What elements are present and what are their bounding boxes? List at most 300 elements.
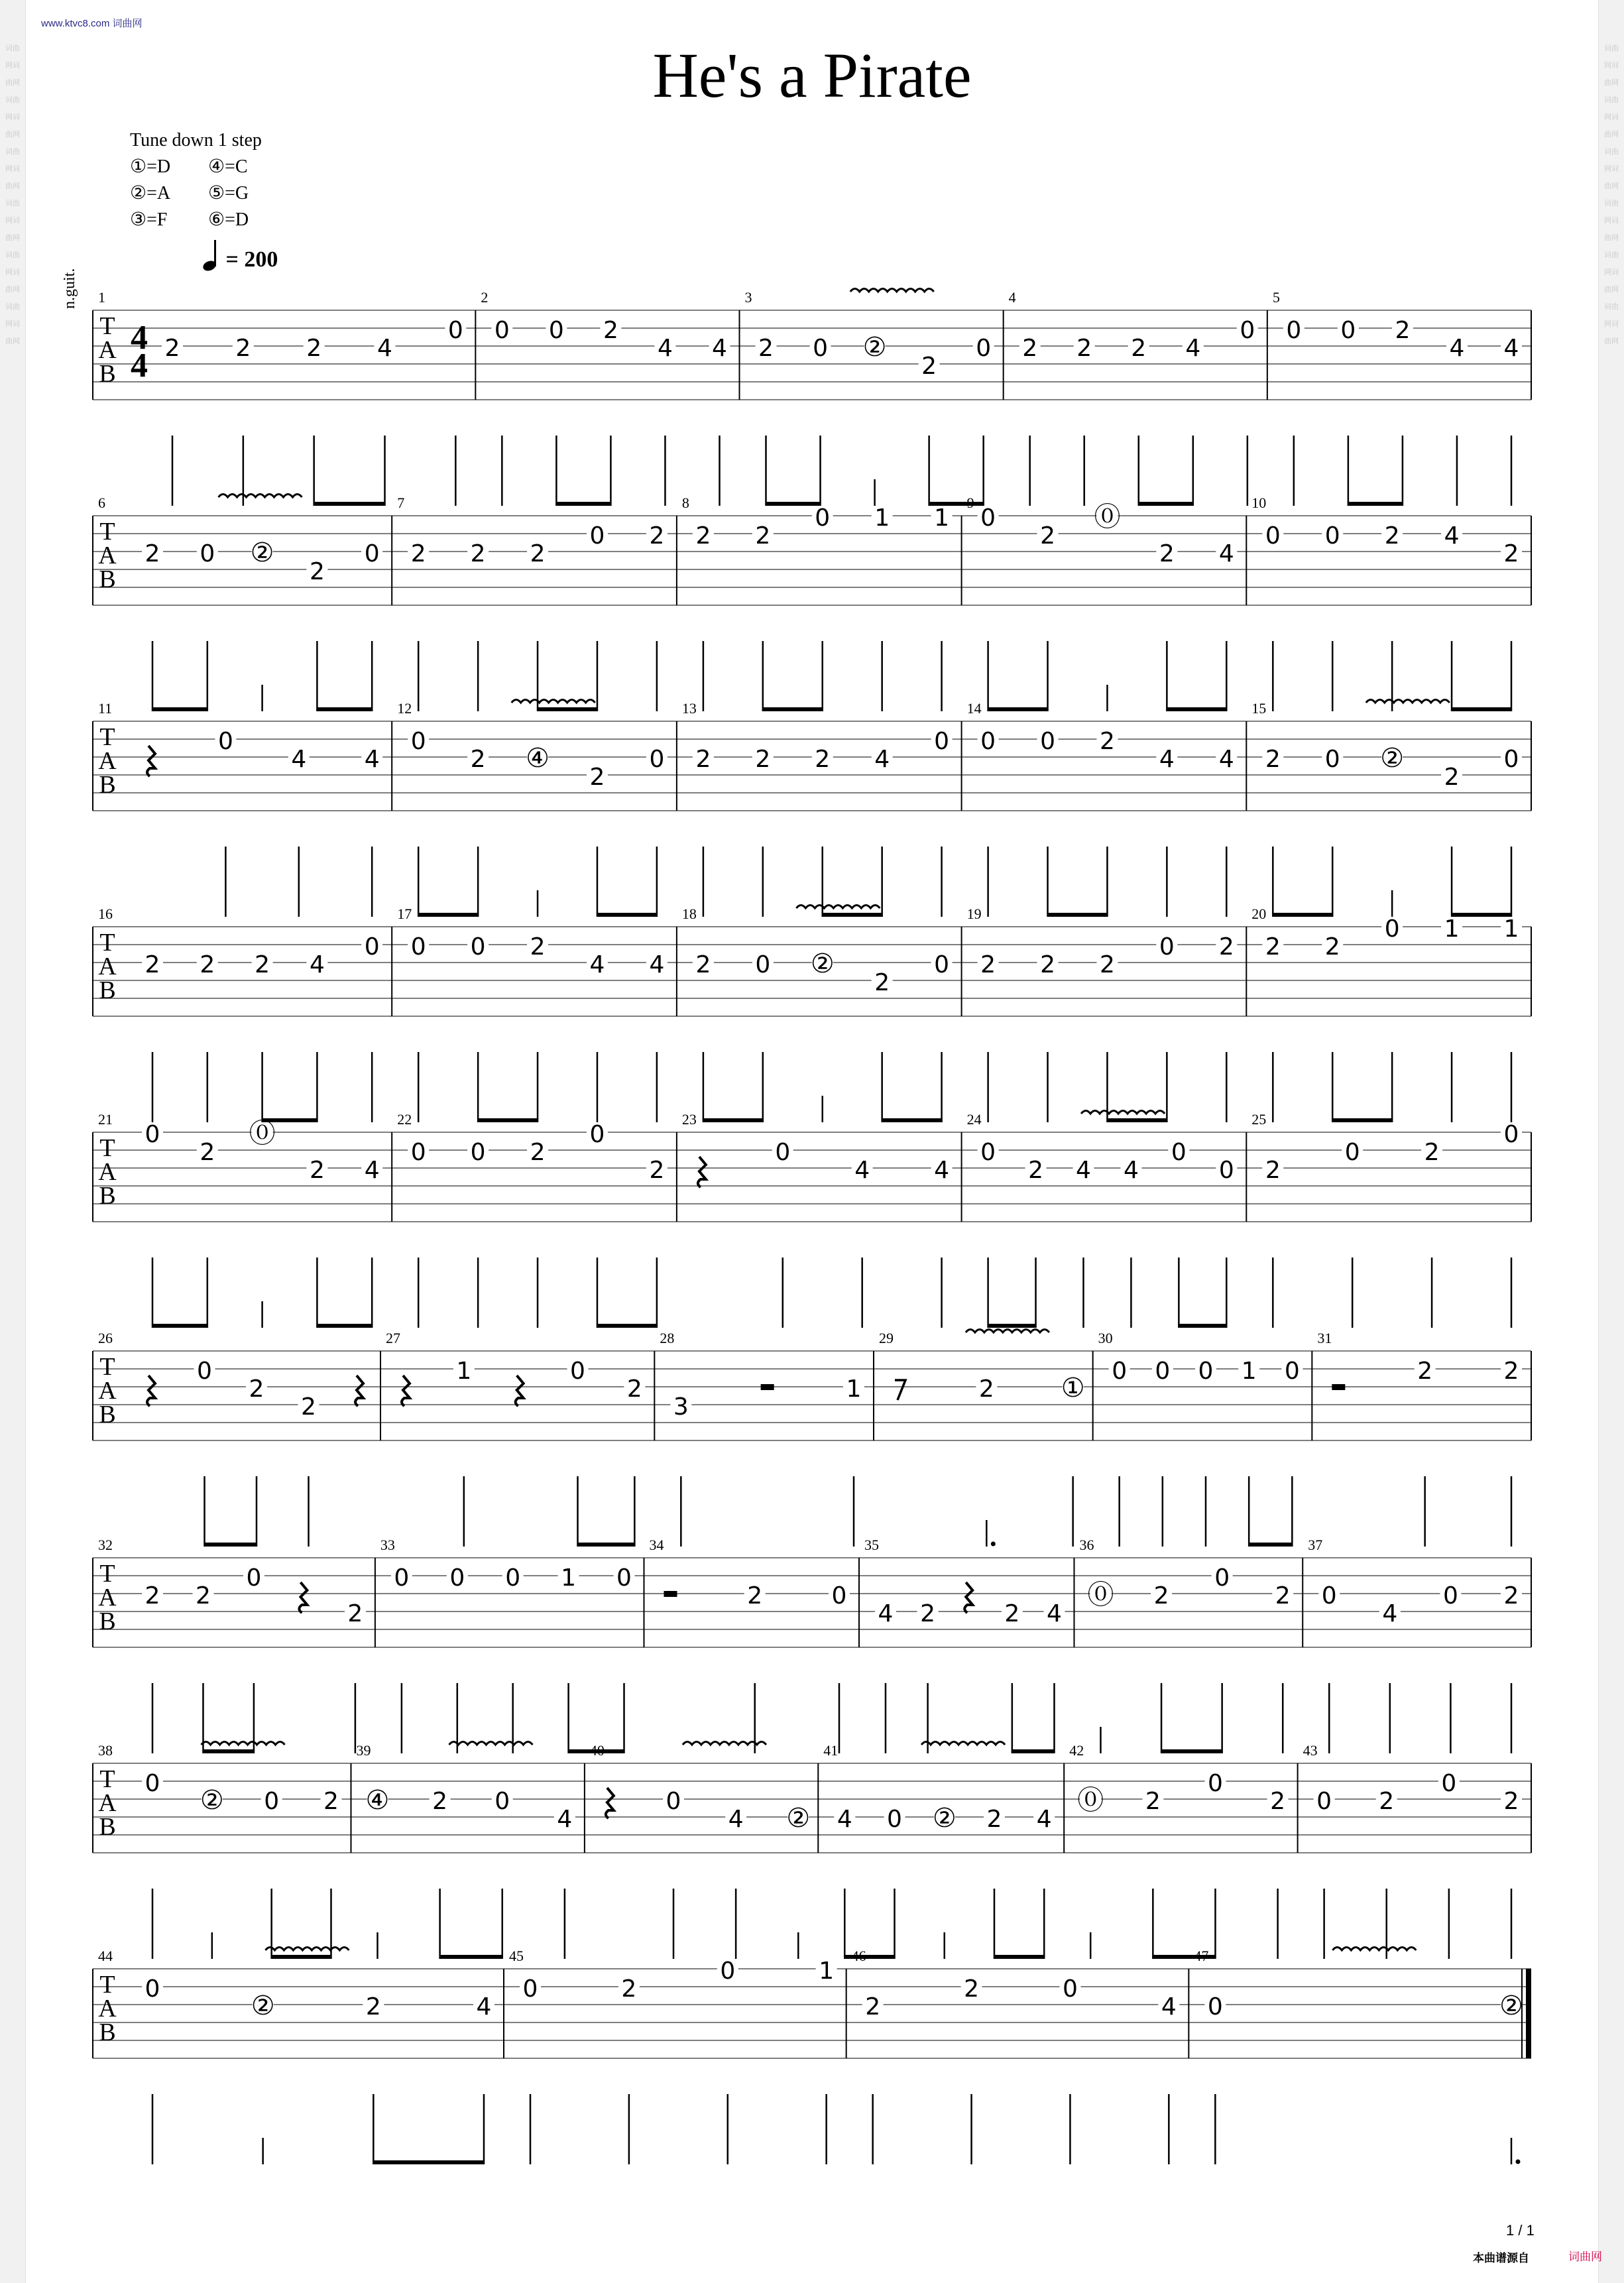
measure-number: 36 — [1079, 1537, 1094, 1553]
tab-clef: T — [99, 1971, 115, 1999]
harmonic-fret-number: ② — [1499, 1991, 1523, 2021]
quarter-rest-icon — [147, 1376, 155, 1406]
tab-clef: T — [99, 1353, 115, 1381]
half-rest-icon — [1332, 1384, 1345, 1390]
fret-number: 0 — [1324, 746, 1340, 773]
tab-clef: B — [99, 1182, 116, 1210]
fret-number: 0 — [548, 317, 564, 344]
vibrato-mark — [265, 1948, 349, 1951]
fret-number: 0 — [1284, 1358, 1300, 1385]
harmonic-fret-number: ⓪ — [1077, 1785, 1104, 1816]
measure-number: 16 — [98, 906, 113, 922]
tab-system — [93, 1742, 1531, 1960]
fret-number: 0 — [447, 317, 463, 344]
fret-number: 0 — [217, 728, 233, 755]
measure-number: 21 — [98, 1111, 113, 1128]
fret-number: 2 — [309, 558, 325, 585]
fret-number: 2 — [755, 746, 771, 773]
beam — [1166, 707, 1227, 711]
fret-number: 2 — [1040, 951, 1055, 978]
tab-clef: A — [98, 542, 117, 569]
fret-number: 2 — [145, 1582, 160, 1610]
fret-number: 0 — [494, 1788, 510, 1815]
fret-number: 1 — [819, 1958, 835, 1985]
measure-number: 25 — [1251, 1111, 1267, 1128]
fret-number: 2 — [1417, 1358, 1433, 1385]
fret-number: 0 — [1441, 1770, 1457, 1797]
quarter-rest-icon — [516, 1376, 524, 1406]
fret-number: 0 — [1384, 915, 1400, 943]
fret-number: 4 — [1123, 1157, 1139, 1184]
fret-number: 2 — [145, 951, 160, 978]
fret-number: 2 — [301, 1393, 316, 1421]
fret-number: 0 — [364, 933, 380, 961]
fret-number: 0 — [1442, 1582, 1458, 1610]
tab-clef: B — [99, 1401, 116, 1429]
measure — [1194, 1948, 1531, 2165]
harmonic-fret-number: ⓪ — [1094, 502, 1121, 532]
fret-number: 2 — [1040, 522, 1055, 550]
fret-number: 0 — [1503, 1121, 1519, 1148]
fret-number: 0 — [200, 540, 215, 567]
fret-number: 4 — [377, 335, 392, 362]
measure-number: 33 — [380, 1537, 395, 1553]
song-title: He's a Pirate — [652, 40, 972, 111]
fret-number: 4 — [1449, 335, 1465, 362]
beam — [1106, 1118, 1167, 1122]
tab-clef: A — [98, 1995, 117, 2022]
measure — [852, 1948, 1189, 2164]
tuning-string-5: ⑤=G — [208, 183, 249, 204]
fret-number: 4 — [712, 335, 727, 362]
fret-number: 0 — [410, 1139, 426, 1166]
fret-number: 2 — [626, 1376, 642, 1403]
fret-number: 1 — [1241, 1358, 1257, 1385]
measure-number: 38 — [98, 1742, 113, 1759]
measure — [509, 1948, 846, 2164]
beam — [271, 1955, 332, 1959]
footer-brand: 词曲网 — [1568, 2251, 1602, 2264]
fret-number: 1 — [561, 1564, 577, 1592]
fret-number: 2 — [920, 1600, 936, 1627]
measure — [98, 289, 475, 506]
fret-number: 0 — [1159, 933, 1175, 961]
measure-number: 13 — [681, 700, 697, 717]
measure — [98, 1742, 351, 1960]
fret-number: 2 — [695, 951, 711, 978]
fret-number: 2 — [986, 1806, 1002, 1833]
fret-number: 3 — [673, 1393, 689, 1421]
fret-number: 2 — [865, 1993, 881, 2020]
fret-number: 2 — [1145, 1788, 1161, 1815]
fret-number: 4 — [878, 1600, 894, 1627]
measure-number: 5 — [1272, 289, 1280, 306]
fret-number: 0 — [470, 1139, 486, 1166]
beam — [1047, 913, 1108, 917]
fret-number: 2 — [309, 1157, 325, 1184]
harmonic-fret-number: ① — [1061, 1373, 1085, 1403]
fret-number: 0 — [980, 728, 996, 755]
beam — [766, 502, 821, 506]
eighth-rest-icon — [895, 1380, 905, 1400]
measure-number: 39 — [356, 1742, 371, 1759]
fret-number: 4 — [1036, 1806, 1052, 1833]
fret-number: 2 — [1218, 933, 1234, 961]
measure-number: 1 — [98, 289, 105, 306]
fret-number: 0 — [1344, 1139, 1360, 1166]
fret-number: 0 — [410, 728, 426, 755]
fret-number: 0 — [1340, 317, 1356, 344]
beam — [537, 707, 598, 711]
beam — [597, 913, 658, 917]
quarter-rest-icon — [299, 1582, 307, 1613]
fret-number: 0 — [813, 335, 828, 362]
fret-number: 2 — [589, 764, 605, 791]
fret-number: 2 — [921, 353, 937, 380]
beam — [762, 707, 823, 711]
measure — [682, 495, 962, 711]
fret-number: 4 — [309, 951, 325, 978]
fret-number: 0 — [1062, 1975, 1078, 2003]
beam — [1451, 913, 1512, 917]
measure — [481, 289, 739, 506]
measure — [397, 700, 677, 917]
fret-number: 2 — [164, 335, 180, 362]
tab-clef: T — [99, 518, 115, 546]
right-margin-watermark: 词曲网词曲网词曲网词曲网词曲网词曲网词曲网词曲网词曲网词曲网词曲网词曲网 — [1604, 44, 1619, 345]
final-barline — [1526, 1969, 1531, 2058]
fret-number: 2 — [200, 951, 215, 978]
tab-clef: B — [99, 1608, 116, 1635]
fret-number: 0 — [505, 1564, 521, 1592]
harmonic-fret-number: ② — [1380, 743, 1405, 774]
harmonic-fret-number: ② — [786, 1803, 811, 1834]
tab-clef: A — [98, 1584, 117, 1611]
measure — [879, 1330, 1093, 1547]
beam — [152, 707, 208, 711]
fret-number: 4 — [1218, 746, 1234, 773]
measure-number: 34 — [649, 1537, 664, 1553]
tab-clef: T — [99, 723, 115, 751]
dot-icon — [991, 1542, 996, 1547]
fret-number: 2 — [1503, 1358, 1519, 1385]
fret-number: 0 — [570, 1358, 585, 1385]
dot-icon — [1516, 2160, 1521, 2164]
fret-number: 0 — [1240, 317, 1255, 344]
fret-number: 0 — [145, 1975, 160, 2003]
time-signature-top: 4 — [131, 319, 148, 357]
fret-number: 2 — [1153, 1582, 1169, 1610]
fret-number: 2 — [1265, 933, 1281, 961]
beam — [822, 913, 883, 917]
fret-number: 2 — [603, 317, 618, 344]
fret-number: 4 — [476, 1993, 492, 2020]
vibrato-mark — [218, 495, 302, 498]
vibrato-mark — [850, 289, 934, 292]
beam — [1178, 1324, 1227, 1328]
fret-number: 1 — [846, 1376, 862, 1403]
measure — [386, 1330, 654, 1547]
harmonic-fret-number: ② — [862, 332, 887, 363]
measure — [380, 1537, 644, 1753]
tab-system — [93, 1948, 1531, 2165]
fret-number: 0 — [720, 1958, 736, 1985]
vibrato-mark — [796, 906, 880, 909]
harmonic-fret-number: ② — [250, 538, 274, 568]
beam — [555, 502, 611, 506]
fret-number: 0 — [649, 746, 665, 773]
tuning-string-4: ④=C — [208, 156, 248, 177]
measure — [682, 906, 962, 1123]
beam — [1161, 1749, 1223, 1753]
measure-number: 17 — [397, 906, 412, 922]
fret-number: 2 — [1275, 1582, 1291, 1610]
quarter-rest-icon — [606, 1788, 614, 1818]
beam — [703, 1118, 764, 1122]
tab-clef: A — [98, 747, 117, 775]
fret-number: 0 — [755, 951, 771, 978]
tempo-value: = 200 — [225, 247, 278, 272]
tuning-heading: Tune down 1 step — [130, 130, 262, 150]
harmonic-fret-number: ④ — [526, 743, 550, 774]
fret-number: 0 — [1208, 1770, 1223, 1797]
beam — [994, 1955, 1045, 1959]
measure — [397, 906, 677, 1122]
fret-number: 0 — [1171, 1139, 1187, 1166]
quarter-rest-icon — [402, 1376, 410, 1406]
harmonic-fret-number: ② — [200, 1785, 224, 1816]
measure-number: 29 — [879, 1330, 894, 1346]
measure-number: 15 — [1251, 700, 1267, 717]
measure — [1009, 289, 1267, 506]
fret-number: 0 — [1112, 1358, 1128, 1385]
measure-number: 44 — [98, 1948, 113, 1964]
tab-clef: B — [99, 565, 116, 593]
measure — [397, 495, 677, 711]
fret-number: 4 — [1218, 540, 1234, 567]
measure-number: 14 — [966, 700, 982, 717]
fret-number: 2 — [365, 1993, 381, 2020]
measure — [356, 1742, 584, 1960]
harmonic-fret-number: ② — [251, 1991, 275, 2021]
beam — [204, 1543, 258, 1547]
tab-system — [93, 700, 1531, 917]
fret-number: 2 — [323, 1788, 339, 1815]
fret-number: 0 — [831, 1582, 847, 1610]
fret-number: 0 — [1207, 1993, 1223, 2020]
measure-number: 32 — [98, 1537, 113, 1553]
harmonic-fret-number: ④ — [365, 1785, 390, 1816]
tab-system — [93, 495, 1531, 712]
fret-number: 2 — [695, 522, 711, 550]
tab-system — [93, 1111, 1531, 1328]
fret-number: 2 — [1265, 1157, 1281, 1184]
fret-number: 2 — [1028, 1157, 1043, 1184]
fret-number: 0 — [494, 317, 510, 344]
site-watermark: www.ktvc8.com 词曲网 — [41, 18, 143, 29]
quarter-rest-icon — [698, 1157, 706, 1187]
measure-number: 24 — [966, 1111, 982, 1128]
harmonic-fret-number: ② — [932, 1803, 957, 1834]
fret-number: 2 — [1424, 1139, 1440, 1166]
measure — [745, 289, 1004, 506]
beam — [1451, 707, 1512, 711]
tab-system — [93, 906, 1531, 1123]
measure — [682, 1111, 962, 1328]
measure-number: 41 — [823, 1742, 839, 1759]
measure-number: 4 — [1008, 289, 1016, 306]
fret-number: 2 — [1395, 317, 1411, 344]
fret-number: 0 — [449, 1564, 465, 1592]
fret-number: 1 — [1503, 915, 1519, 943]
fret-number: 4 — [934, 1157, 950, 1184]
source-label: 本曲谱源自 — [1473, 2252, 1529, 2265]
vibrato-mark — [921, 1742, 1005, 1745]
beam — [1332, 1118, 1393, 1122]
fret-number: 2 — [1265, 746, 1281, 773]
fret-number: 0 — [976, 335, 992, 362]
fret-number: 4 — [728, 1806, 744, 1833]
measure — [1273, 289, 1531, 506]
measure — [682, 700, 962, 917]
beam — [1248, 1543, 1293, 1547]
measure-number: 11 — [98, 700, 113, 717]
measure-number: 3 — [744, 289, 752, 306]
measure-number: 6 — [98, 495, 105, 511]
fret-number: 2 — [432, 1788, 448, 1815]
fret-number: 2 — [874, 969, 890, 996]
fret-number: 2 — [978, 1376, 994, 1403]
measure-number: 31 — [1317, 1330, 1332, 1346]
measure-number: 26 — [98, 1330, 113, 1346]
beam — [1138, 502, 1194, 506]
fret-number: 2 — [1503, 1788, 1519, 1815]
measure-number: 45 — [509, 1948, 524, 1964]
fret-number: 0 — [1265, 522, 1281, 550]
tab-clef: A — [98, 336, 117, 364]
vibrato-mark — [1332, 1948, 1416, 1951]
tab-clef: A — [98, 1789, 117, 1817]
measure-number: 35 — [864, 1537, 879, 1553]
vibrato-mark — [1366, 700, 1450, 703]
fret-number: 0 — [470, 933, 486, 961]
fret-number: 0 — [1503, 746, 1519, 773]
fret-number: 2 — [758, 335, 774, 362]
fret-number: 0 — [410, 933, 426, 961]
fret-number: 2 — [1076, 335, 1092, 362]
tab-clef: T — [99, 1560, 115, 1588]
quarter-rest-icon — [147, 746, 155, 776]
tab-clef: A — [98, 1158, 117, 1186]
fret-number: 2 — [1324, 933, 1340, 961]
fret-number: 0 — [1218, 1157, 1234, 1184]
fret-number: 2 — [235, 335, 251, 362]
fret-number: 4 — [837, 1806, 852, 1833]
tab-system — [93, 289, 1531, 506]
measure-number: 22 — [397, 1111, 412, 1128]
beam — [152, 1324, 208, 1328]
measure — [1308, 1537, 1531, 1753]
fret-number: 2 — [1099, 951, 1115, 978]
fret-number: 2 — [200, 1139, 215, 1166]
tab-clef: B — [99, 360, 116, 388]
fret-number: 0 — [775, 1139, 791, 1166]
vibrato-mark — [966, 1330, 1049, 1333]
measure — [98, 906, 392, 1122]
tab-clef: A — [98, 953, 117, 980]
measure — [967, 495, 1247, 711]
beam — [1348, 502, 1403, 506]
measure — [823, 1742, 1064, 1960]
tab-clef: T — [99, 1134, 115, 1162]
measure — [1303, 1742, 1531, 1959]
vibrato-mark — [512, 700, 595, 703]
beam — [202, 1749, 254, 1753]
fret-number: 0 — [1040, 728, 1055, 755]
fret-number: 2 — [1270, 1788, 1286, 1815]
tab-clef: A — [98, 1377, 117, 1405]
fret-number: 4 — [658, 335, 673, 362]
fret-number: 0 — [1321, 1582, 1337, 1610]
fret-number: 0 — [1214, 1564, 1230, 1592]
fret-number: 2 — [470, 746, 486, 773]
half-rest-icon — [761, 1384, 774, 1390]
fret-number: 4 — [1444, 522, 1460, 550]
fret-number: 4 — [874, 746, 890, 773]
fret-number: 4 — [1503, 335, 1519, 362]
measure — [967, 906, 1247, 1122]
fret-number: 2 — [255, 951, 270, 978]
fret-number: 4 — [1047, 1600, 1062, 1627]
measure — [98, 1111, 392, 1328]
time-signature-bottom: 4 — [131, 347, 148, 384]
tab-clef: B — [99, 976, 116, 1004]
measure-number: 42 — [1069, 1742, 1084, 1759]
vibrato-mark — [449, 1742, 532, 1745]
tuning-string-6: ⑥=D — [208, 209, 249, 230]
beam — [1012, 1749, 1055, 1753]
fret-number: 2 — [649, 1157, 665, 1184]
fret-number: 1 — [934, 504, 950, 532]
harmonic-fret-number: ⓪ — [249, 1118, 276, 1149]
measure — [98, 1330, 380, 1547]
fret-number: 0 — [666, 1788, 681, 1815]
measure — [98, 700, 392, 917]
vibrato-mark — [683, 1742, 766, 1745]
fret-number: 2 — [410, 540, 426, 567]
tab-clef: B — [99, 2019, 116, 2046]
fret-number: 2 — [1099, 728, 1115, 755]
measure-number: 9 — [966, 495, 974, 511]
fret-number: 0 — [1324, 522, 1340, 550]
fret-number: 0 — [522, 1975, 538, 2003]
fret-number: 2 — [1384, 522, 1400, 550]
measure-number: 27 — [386, 1330, 400, 1346]
fret-number: 0 — [980, 504, 996, 532]
fret-number: 0 — [616, 1564, 632, 1592]
quarter-rest-icon — [964, 1582, 972, 1613]
measure — [660, 1330, 874, 1547]
measure-number: 19 — [966, 906, 982, 922]
measure — [1251, 906, 1531, 1122]
beam — [439, 1955, 503, 1959]
fret-number: 0 — [145, 1121, 160, 1148]
measure — [864, 1537, 1074, 1753]
harmonic-fret-number: ② — [810, 949, 835, 979]
measure — [1251, 700, 1531, 917]
fret-number: 0 — [980, 1139, 996, 1166]
fret-number: 0 — [1316, 1788, 1332, 1815]
